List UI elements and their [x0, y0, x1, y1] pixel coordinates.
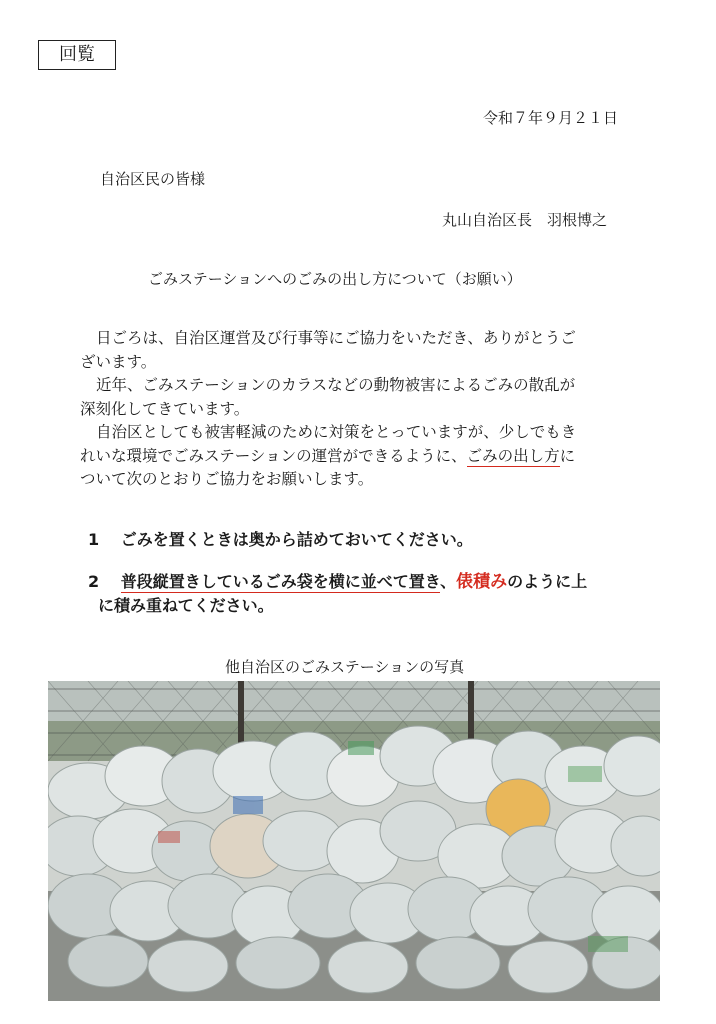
body-line: ついて次のとおりご協力をお願いします。: [80, 470, 374, 488]
body-line: 日ごろは、自治区運営及び行事等にご協力をいただき、ありがとうご: [96, 329, 576, 347]
photo-caption: 他自治区のごみステーションの写真: [225, 658, 465, 676]
body-line: [80, 445, 650, 469]
item-segment: のように上: [507, 572, 588, 591]
item-number: 2: [88, 572, 100, 591]
underlined-phrase: 普段縦置きしているごみ袋を横に並べて置き: [120, 572, 441, 591]
circulate-label: 回覧: [59, 44, 95, 65]
circulate-stamp: [38, 40, 116, 70]
item-line: に積み重ねてください。: [98, 596, 274, 615]
sender-line: 丸山自治区長 羽根博之: [442, 211, 608, 229]
body-line: 深刻化してきています。: [80, 399, 250, 418]
request-item-2: [88, 570, 587, 618]
item-text: ごみを置くときは奥から詰めておいてください。: [120, 530, 473, 549]
item-number: 1: [88, 530, 100, 549]
body-line: 自治区としても被害軽減のために対策をとっていますが、少しでもき: [96, 423, 577, 441]
document-title: ごみステーションへのごみの出し方について（お願い）: [148, 270, 522, 288]
garbage-bags-photo: [48, 681, 660, 1001]
request-item-1: [88, 527, 473, 550]
body-line: 近年、ごみステーションのカラスなどの動物被害によるごみの散乱が: [96, 376, 576, 394]
item-segment: 、: [440, 572, 457, 591]
recipient-line: 自治区民の皆様: [100, 170, 206, 188]
body-line: ざいます。: [80, 352, 157, 371]
body-segment: に: [559, 446, 576, 465]
body-segment: れいな環境でごみステーションの運営ができるように、: [80, 446, 467, 465]
body-text: [80, 327, 650, 492]
highlight-phrase: 俵積み: [456, 572, 508, 592]
item-line: [88, 570, 587, 594]
underlined-phrase: ごみの出し方: [466, 446, 560, 465]
document-date: 令和７年９月２１日: [483, 109, 619, 127]
